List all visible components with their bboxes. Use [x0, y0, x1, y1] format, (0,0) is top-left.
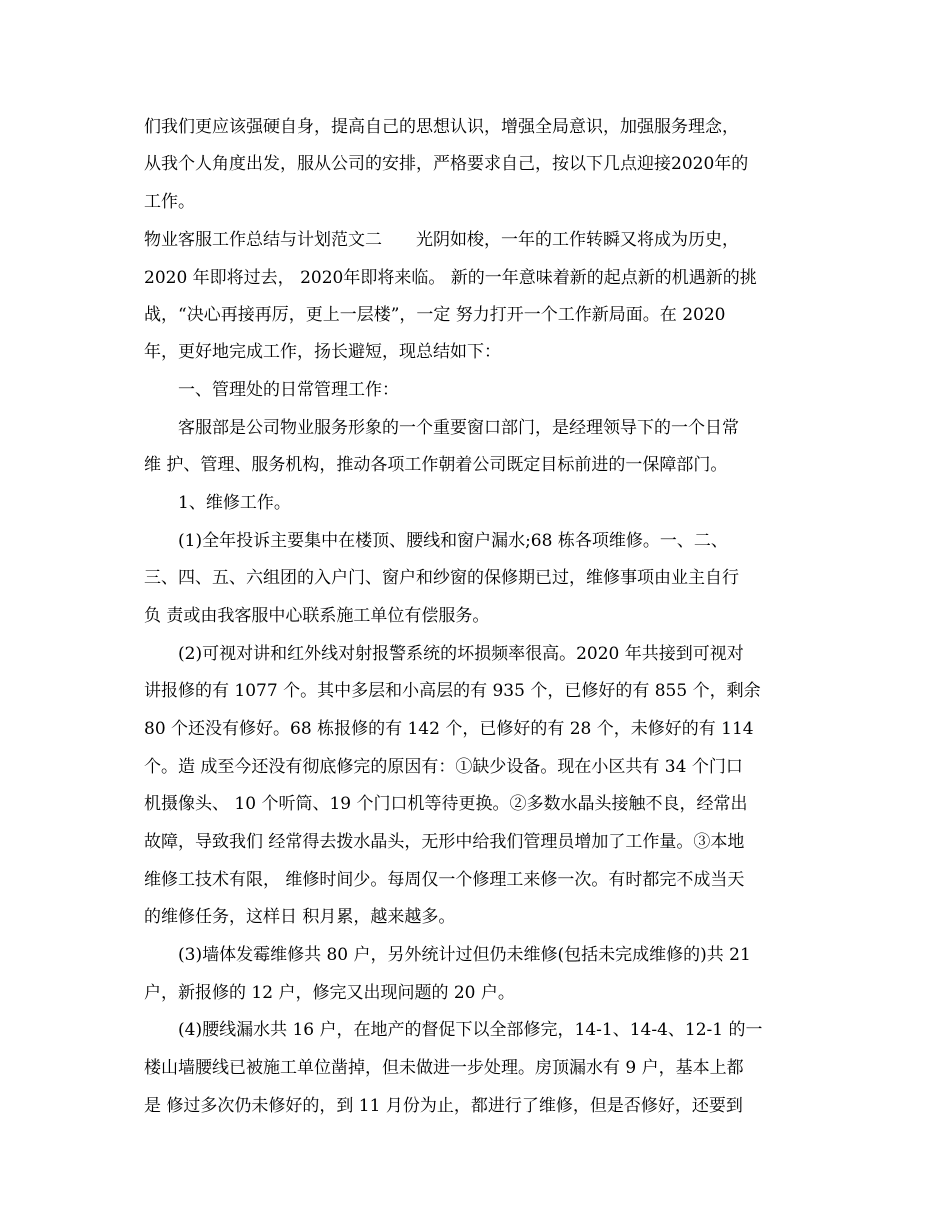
- text-line: 战，“决心再接再厉，更上一层楼”，一定 努力打开一个工作新局面。在 2020: [144, 305, 726, 325]
- text-line: 负 责或由我客服中心联系施工单位有偿服务。: [144, 606, 490, 626]
- text-line: 的维修任务，这样日 积月累，越来越多。: [144, 907, 456, 927]
- text-line: 维 护、管理、服务机构，推动各项工作朝着公司既定目标前进的一保障部门。: [144, 455, 728, 475]
- text-line: 是 修过多次仍未修好的，到 11 月份为止，都进行了维修，但是否修好，还要到: [144, 1096, 743, 1116]
- text-line: 2020 年即将过去， 2020年即将来临。 新的一年意味着新的起点新的机遇新的挑: [144, 268, 757, 288]
- text-line: (3)墙体发霉维修共 80 户，另外统计过但仍未维修(包括未完成维修的)共 21: [144, 945, 751, 965]
- text-line: 80 个还没有修好。68 栋报修的有 142 个，已修好的有 28 个，未修好的有 114: [144, 719, 754, 739]
- text-line: 从我个人角度出发，服从公司的安排，严格要求自己，按以下几点迎接2020年的: [144, 154, 749, 174]
- text-line: 楼山墙腰线已被施工单位凿掉，但未做进一步处理。房顶漏水有 9 户，基本上都: [144, 1058, 744, 1078]
- text-line: 一、管理处的日常管理工作：: [144, 380, 399, 400]
- text-line: (4)腰线漏水共 16 户，在地产的督促下以全部修完，14-1、14-4、12-1 的一: [144, 1020, 763, 1040]
- text-line: 维修工技术有限， 维修时间少。每周仅一个修理工来修一次。有时都完不成当天: [144, 870, 745, 890]
- text-line: 们我们更应该强硬自身，提高自己的思想认识，增强全局意识，加强服务理念，: [144, 117, 739, 137]
- text-line: 故障，导致我们 经常得去拨水晶头，无形中给我们管理员增加了工作量。③本地: [144, 832, 745, 852]
- text-line: 户，新报修的 12 户，修完又出现问题的 20 户。: [144, 983, 515, 1003]
- text-line: 年，更好地完成工作，扬长避短，现总结如下：: [144, 342, 501, 362]
- text-line: 客服部是公司物业服务形象的一个重要窗口部门，是经理领导下的一个日常: [144, 418, 739, 438]
- text-line: 工作。: [144, 192, 195, 212]
- text-line: 三、四、五、六组团的入户门、窗户和纱窗的保修期已过，维修事项由业主自行: [144, 568, 739, 588]
- text-line: 物业客服工作总结与计划范文二 光阴如梭，一年的工作转瞬又将成为历史，: [144, 230, 739, 250]
- text-line: 讲报修的有 1077 个。其中多层和小高层的有 935 个，已修好的有 855 个，剩余: [144, 681, 761, 701]
- text-line: 个。造 成至今还没有彻底修完的原因有：①缺少设备。现在小区共有 34 个门口: [144, 757, 743, 777]
- text-line: 机摄像头、 10 个听筒、19 个门口机等待更换。②多数水晶头接触不良，经常出: [144, 794, 748, 814]
- text-line: 1、维修工作。: [144, 493, 291, 513]
- text-line: (1)全年投诉主要集中在楼顶、腰线和窗户漏水;68 栋各项维修。一、二、: [144, 531, 728, 551]
- text-line: (2)可视对讲和红外线对射报警系统的坏损频率很高。2020 年共接到可视对: [144, 644, 744, 664]
